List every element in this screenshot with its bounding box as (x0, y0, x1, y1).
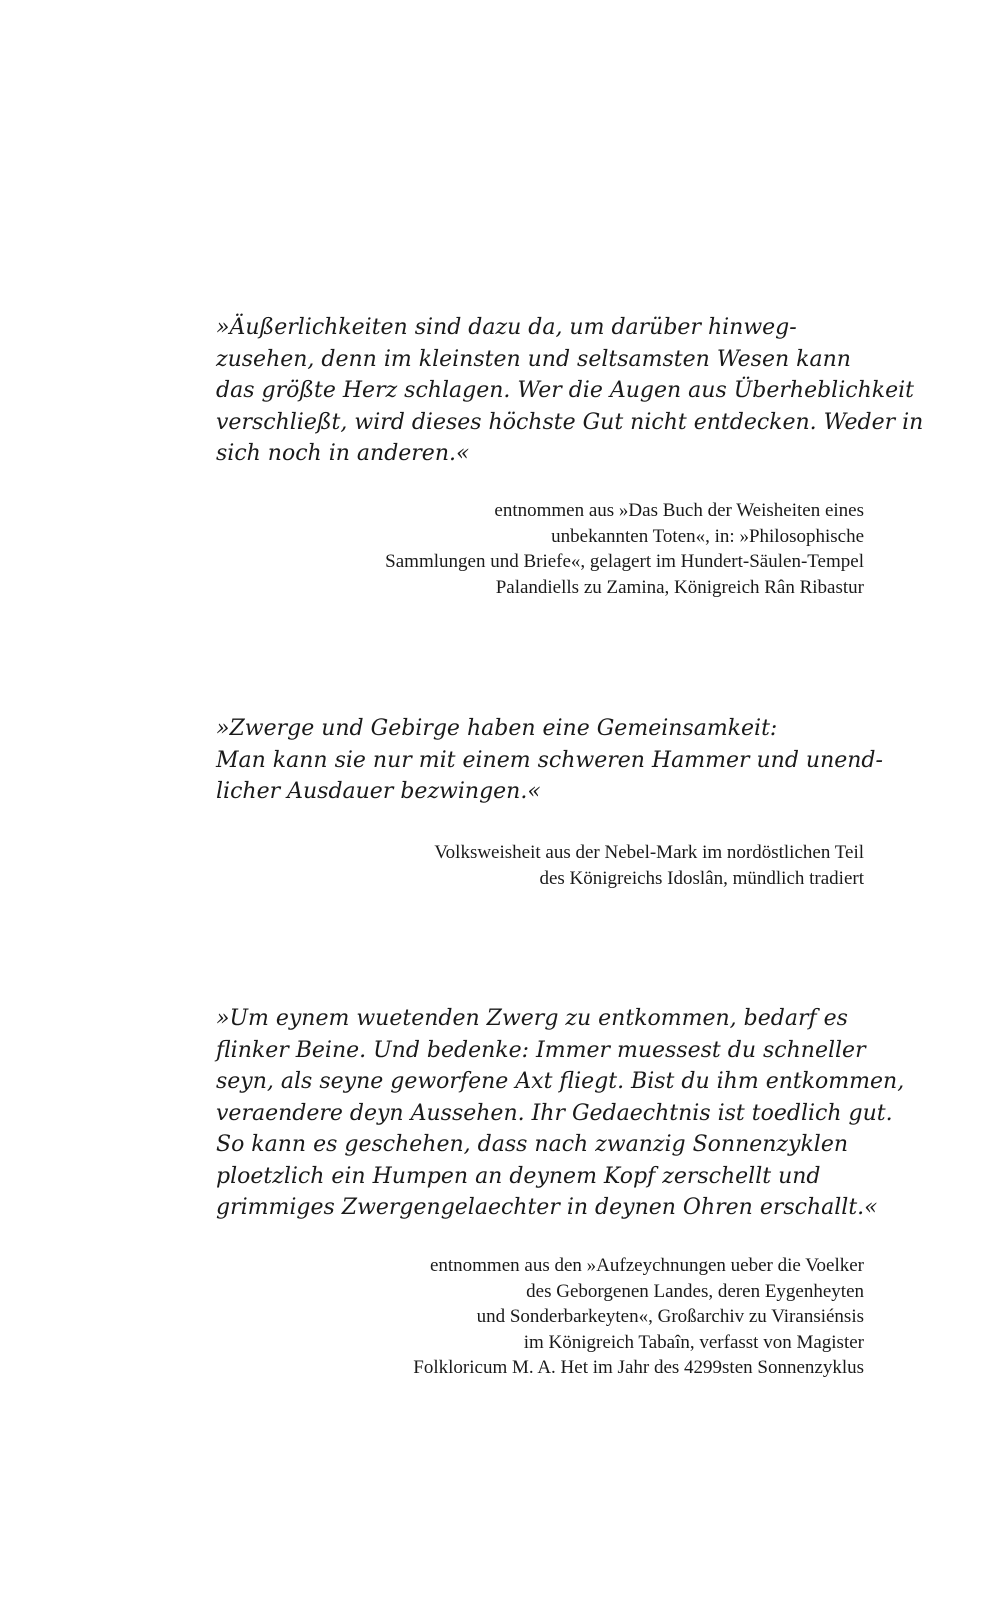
epigraph-2-quote (216, 713, 883, 808)
quote-line: »Zwerge und Gebirge haben eine Gemeinsamkeit: (216, 716, 778, 741)
epigraph-3-quote (216, 1003, 905, 1224)
source-line: entnommen aus den »Aufzeychnungen ueber die Voelker (429, 1255, 864, 1276)
quote-line: veraendere deyn Aussehen. Ihr Gedaechtnis ist toedlich gut. (216, 1100, 893, 1126)
epigraph-1-source (224, 498, 864, 600)
source-line: unbekannten Toten«, in: »Philosophische (551, 525, 864, 547)
quote-line: Man kann sie nur mit einem schweren Hammer und unend- (216, 747, 883, 773)
source-line: Folkloricum M. A. Het im Jahr des 4299sten Sonnenzyklus (413, 1357, 864, 1378)
quote-line: ploetzlich ein Humpen an deynem Kopf zerschellt und (216, 1163, 821, 1189)
quote-line: sich noch in anderen.« (216, 441, 470, 466)
source-line: des Königreichs Idoslân, mündlich tradiert (539, 867, 864, 889)
source-line: im Königreich Tabaîn, verfasst von Magister (523, 1331, 864, 1353)
quote-line: flinker Beine. Und bedenke: Immer muessest du schneller (216, 1037, 866, 1063)
quote-line: verschließt, wird dieses höchste Gut nicht entdecken. Weder in (216, 409, 924, 435)
source-line: Sammlungen und Briefe«, gelagert im Hundert-Säulen-Tempel (385, 551, 864, 572)
quote-line: zusehen, denn im kleinsten und seltsamsten Wesen kann (216, 346, 851, 372)
epigraph-3-source (224, 1253, 864, 1381)
epigraph-1-quote (216, 312, 924, 470)
source-line: des Geborgenen Landes, deren Eygenheyten (526, 1280, 864, 1302)
source-line: Volksweisheit aus der Nebel-Mark im nordöstlichen Teil (434, 842, 864, 863)
source-line: Palandiells zu Zamina, Königreich Rân Ribastur (495, 576, 864, 598)
epigraph-2-source (224, 840, 864, 891)
source-line: entnommen aus »Das Buch der Weisheiten eines (494, 500, 864, 521)
quote-line: licher Ausdauer bezwingen.« (216, 779, 541, 804)
quote-line: »Um eynem wuetenden Zwerg zu entkommen, bedarf es (216, 1006, 848, 1031)
quote-line: grimmiges Zwergengelaechter in deynen Ohren erschallt.« (216, 1195, 878, 1220)
quote-line: das größte Herz schlagen. Wer die Augen aus Überheblichkeit (216, 378, 914, 403)
source-line: und Sonderbarkeyten«, Großarchiv zu Viransiénsis (476, 1306, 864, 1327)
quote-line: »Äußerlichkeiten sind dazu da, um darüber hinweg- (216, 315, 797, 340)
quote-line: seyn, als seyne geworfene Axt fliegt. Bist du ihm entkommen, (216, 1069, 905, 1094)
quote-line: So kann es geschehen, dass nach zwanzig Sonnenzyklen (216, 1132, 849, 1157)
